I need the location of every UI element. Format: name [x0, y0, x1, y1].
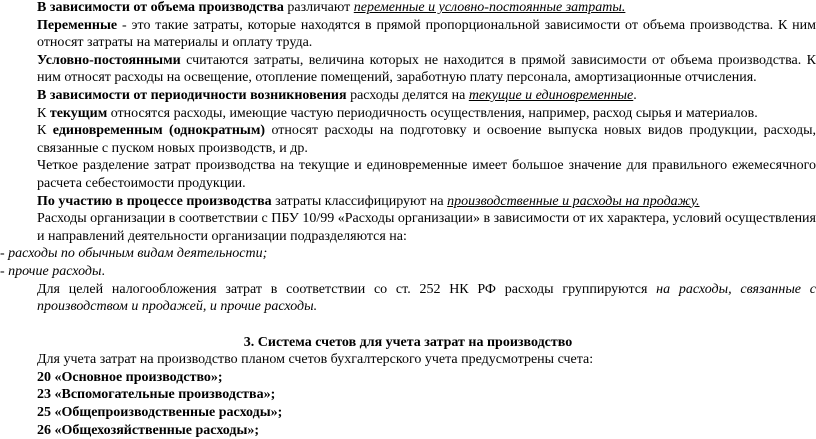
paragraph-prefix: К: [37, 105, 50, 121]
paragraph-text: считаются затраты, величина которых не находится в прямой зависимости от объема производства. К ним относят расходы на освещение, отопление помещений, заработную плату персонала, амортизационные отчисления.: [37, 52, 816, 86]
account-20: 20 «Основное производство»;: [37, 369, 223, 385]
section-title: 3. Система счетов для учета затрат на производство: [243, 334, 573, 350]
term-by-participation: По участию в процессе производства: [37, 193, 272, 209]
paragraph-onetime: [0, 122, 816, 157]
list-item-other: [0, 263, 816, 281]
paragraph-current: [0, 105, 816, 123]
term-fixed: Условно-постоянными: [37, 52, 181, 68]
link-variable-fixed[interactable]: переменные и условно-постоянные затраты.: [353, 0, 626, 15]
paragraph-variable: [0, 17, 816, 52]
account-26: 26 «Общехозяйственные расходы»;: [37, 422, 260, 438]
paragraph-text: затраты классифицируют на: [271, 193, 448, 209]
term-variable: Переменные: [37, 17, 118, 33]
paragraph-tax: [0, 281, 816, 316]
paragraph-text: относятся расходы, имеющие частую периодичность осуществления, например, расход сырья и материалов.: [107, 105, 758, 121]
paragraph-text: различают: [283, 0, 354, 15]
paragraph-volume: [0, 0, 816, 17]
list-item-tail: .: [101, 263, 105, 279]
paragraph-pbu: [0, 210, 816, 245]
term-current: текущим: [49, 105, 108, 121]
paragraph-separation: [0, 157, 816, 192]
paragraph-text: относят расходы на подготовку и освоение выпуска новых видов продукции, расходы, связанные с пуском новых производств, и др.: [37, 123, 816, 156]
paragraph-periodicity: [0, 87, 816, 105]
term-onetime: единовременным (однократным): [52, 123, 266, 139]
paragraph-fixed: [0, 52, 816, 87]
section-intro: Для учета затрат на производство планом счетов бухгалтерского учета предусмотрены счета:: [37, 352, 594, 368]
paragraph-text: - это такие затраты, которые находятся в прямой пропорциональной зависимости от объема производства. К ним относят затраты на материалы и оплату труда.: [37, 17, 816, 51]
account-25: 25 «Общепроизводственные расходы»;: [37, 405, 283, 421]
term-by-periodicity: В зависимости от периодичности возникновения: [37, 87, 347, 103]
list-item-ordinary: [0, 245, 816, 263]
paragraph-text: Для целей налогообложения затрат в соответствии со ст. 252 НК РФ расходы группируются: [37, 281, 657, 297]
link-production-sales[interactable]: производственные и расходы на продажу.: [447, 193, 700, 209]
link-current-onetime[interactable]: текущие и единовременные: [468, 87, 634, 103]
paragraph-text: Расходы организации в соответствии с ПБУ 10/99 «Расходы организации» в зависимости от их характера, условий осуществления и направлений деятельности организации подразделяются на:: [37, 211, 816, 244]
paragraph-participation: [0, 193, 816, 211]
paragraph-text: расходы делятся на: [346, 87, 469, 103]
list-item-text: - прочие расходы: [0, 263, 102, 279]
term-by-volume: В зависимости от объема производства: [37, 0, 284, 15]
list-item-text: - расходы по обычным видам деятельности;: [0, 246, 268, 262]
paragraph-tail: .: [633, 87, 637, 103]
account-23: 23 «Вспомогательные производства»;: [37, 387, 276, 403]
tax-groups: на расходы, связанные с производством и продажей, и прочие расходы.: [37, 281, 816, 315]
paragraph-text: Четкое разделение затрат производства на текущие и единовременные имеет большое значение для правильного ежемесячного расчета себестоимости продукции.: [37, 158, 816, 191]
paragraph-prefix: К: [37, 123, 53, 139]
